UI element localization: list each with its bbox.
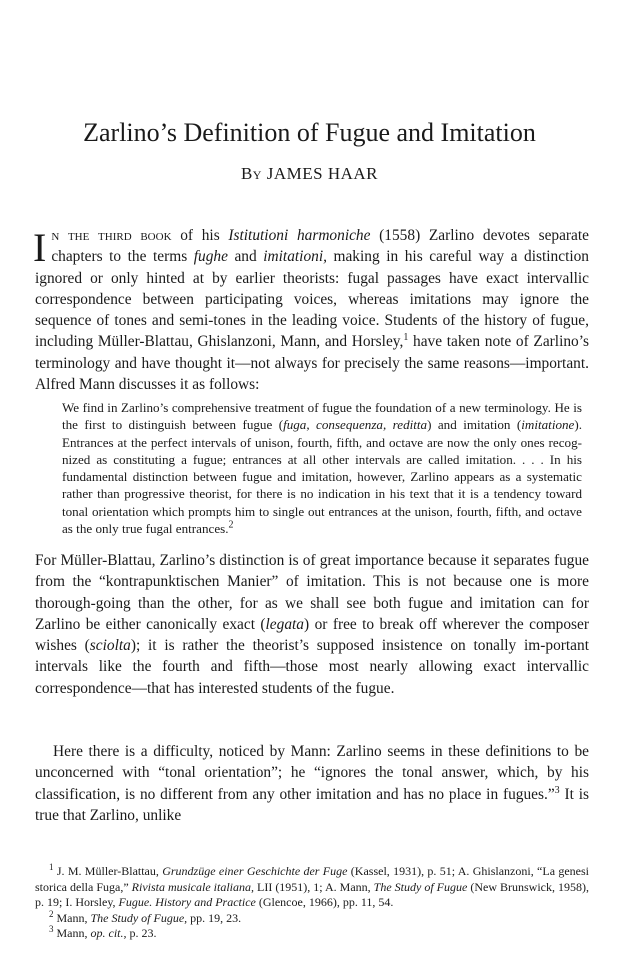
author-name: JAMES HAAR — [266, 164, 379, 183]
footnote-ref-1: 1 — [403, 332, 409, 344]
article-title: Zarlino’s Definition of Fugue and Imitation — [83, 118, 536, 147]
work-title: Istitutioni harmoniche — [228, 227, 371, 244]
footnotes — [35, 864, 589, 942]
paragraph-muller-blattau: For Müller-Blattau, Zarlino’s distinction is of great importance because it separates fugue from the “kontrapunktischen Manier” of imitation. This is not because one is more thorough-going than the other, for as we shall see both fugue and imitation can for Zarlino be either canonically exact (legata) or free to break off wherever the composer wishes (sciolta); it is rather the theorist’s supposed insistence on tonally im-portant intervals like the fourth and fifth—those most nearly allowing exact intervallic correspondence—that has interested students of the fugue. — [35, 552, 590, 697]
byline — [0, 164, 619, 184]
footnote-ref-3: 3 — [554, 784, 560, 796]
lead-in-small-caps: n the third book — [51, 227, 172, 244]
term-imitationi: imitationi, — [263, 248, 327, 266]
paragraph-intro: In the third book of his Istitutioni harmoniche (1558) Zarlino devotes separate chapters to the terms fughe and imitationi, making in his careful way a distinction ignored or only hinted at by earlier theorists: fugal passages have exact intervallic correspondence between participating voices, whereas imitations may ignore the sequence of tones and semi-tones in the leading voice. Students of the history of fugue, including Müller-Blattau, Ghislanzoni, Mann, and Horsley,$^1$ have taken note of Zarlino’s terminology and have thought it—not always for precisely the same reasons—important. Alfred Mann discusses it as follows: — [33, 225, 590, 394]
drop-cap: I — [33, 225, 47, 270]
paragraph-difficulty: Here there is a difficulty, noticed by Mann: Zarlino seems in these definitions to be unconcerned with “tonal orientation”; he “ignores the tonal answer, which, by his classification, is no different from any other imitation and has no place in fugues.”$^3$ It is true that Zarlino, unlike — [35, 743, 589, 824]
term-fughe: fughe — [193, 248, 228, 266]
footnote-3: $^3$ Mann, op. cit., p. 23. — [49, 924, 157, 941]
byline-prefix: By — [240, 164, 262, 183]
footnote-ref-2: 2 — [228, 519, 234, 531]
footnote-1: $^1$ J. M. Müller-Blattau, Grundzüge einer Geschichte der Fuge (Kassel, 1931), p. 51; A. Ghislanzoni, “La genesi storica della Fuga,” Rivista musicale italiana, LII (1951), 1; A. Mann, The Study of Fugue (New Brunswick, 1958), p. 19; I. Horsley, Fugue. History and Practice (Glencoe, 1966), pp. 11, 54. — [35, 862, 590, 910]
footnote-2: $^2$ Mann, The Study of Fugue, pp. 19, 23. — [49, 908, 242, 925]
block-quote: We find in Zarlino’s comprehensive treatment of fugue the foundation of a new terminology. He is the first to distinguish between fugue (fuga, consequenza, reditta) and imitation (imitatione). Entrances at the perfect intervals of unison, fourth, fifth, and octave are now the only ones recog-nized as constituting a fugue; entrances at all other intervals are called imitation. . . . In his fundamental distinction between fugue and imitation, however, Zarlino appears as a systematic rather than progressive theorist, for there is no indication in his text that it is a tendency toward tonal orientation which prompts him to single out entrances at the unison, fourth, fifth, and octave as the only true fugal entrances.$^2$ — [62, 400, 583, 537]
